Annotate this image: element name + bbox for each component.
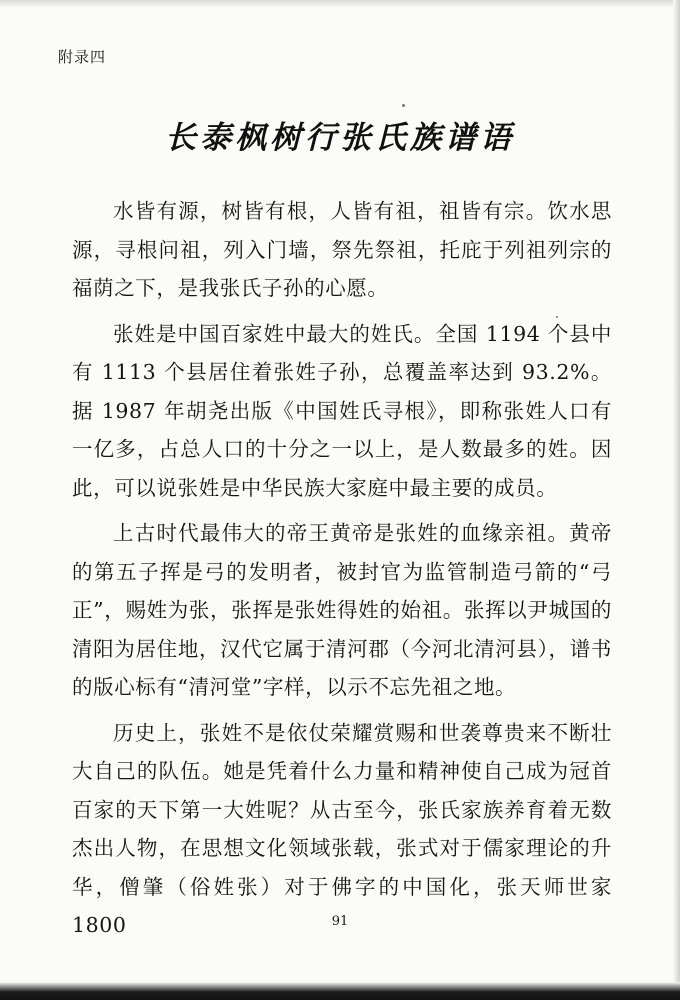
scan-speck <box>556 316 558 318</box>
paragraph-2: 张姓是中国百家姓中最大的姓氏。全国 1194 个县中有 1113 个县居住着张姓子孙，总覆盖率达到 93.2%。据 1987 年胡尧出版《中国姓氏寻根》，即称张姓人口有一亿多，占总人口的十分之一以上，是人数最多的姓。因此，可以说张姓是中华民族大家庭中最主要的成员。 <box>72 321 612 500</box>
page-number: 91 <box>331 914 349 929</box>
appendix-label: 附录四 <box>58 48 107 66</box>
document-body <box>72 192 612 952</box>
scan-edge-top <box>0 0 680 8</box>
paragraph-1: 水皆有源，树皆有根，人皆有祖，祖皆有宗。饮水思源，寻根问祖，列入门墙，祭先祭祖，托庇于列祖列宗的福荫之下，是我张氏子孙的心愿。 <box>72 199 612 300</box>
paragraph-3: 上古时代最伟大的帝王黄帝是张姓的血缘亲祖。黄帝的第五子挥是弓的发明者，被封官为监管制造弓箭的“弓正”，赐姓为张，张挥是张姓得姓的始祖。张挥以尹城国的清阳为居住地，汉代它属于清河郡（今河北清河县），谱书的版心标有“清河堂”字样，以示不忘先祖之地。 <box>72 521 612 699</box>
document-title: 长泰枫树行张氏族谱语 <box>165 120 515 156</box>
scan-speck <box>402 104 405 107</box>
scan-edge-bottom <box>0 982 680 1000</box>
paragraph-4: 历史上，张姓不是依仗荣耀赏赐和世袭尊贵来不断壮大自己的队伍。她是凭着什么力量和精神使自己成为冠首百家的天下第一大姓呢？从古至今，张氏家族养育着无数杰出人物，在思想文化领域张载，张式对于儒家理论的升华，僧肇（俗姓张）对于佛字的中国化，张天师世家 1800 <box>72 720 612 937</box>
